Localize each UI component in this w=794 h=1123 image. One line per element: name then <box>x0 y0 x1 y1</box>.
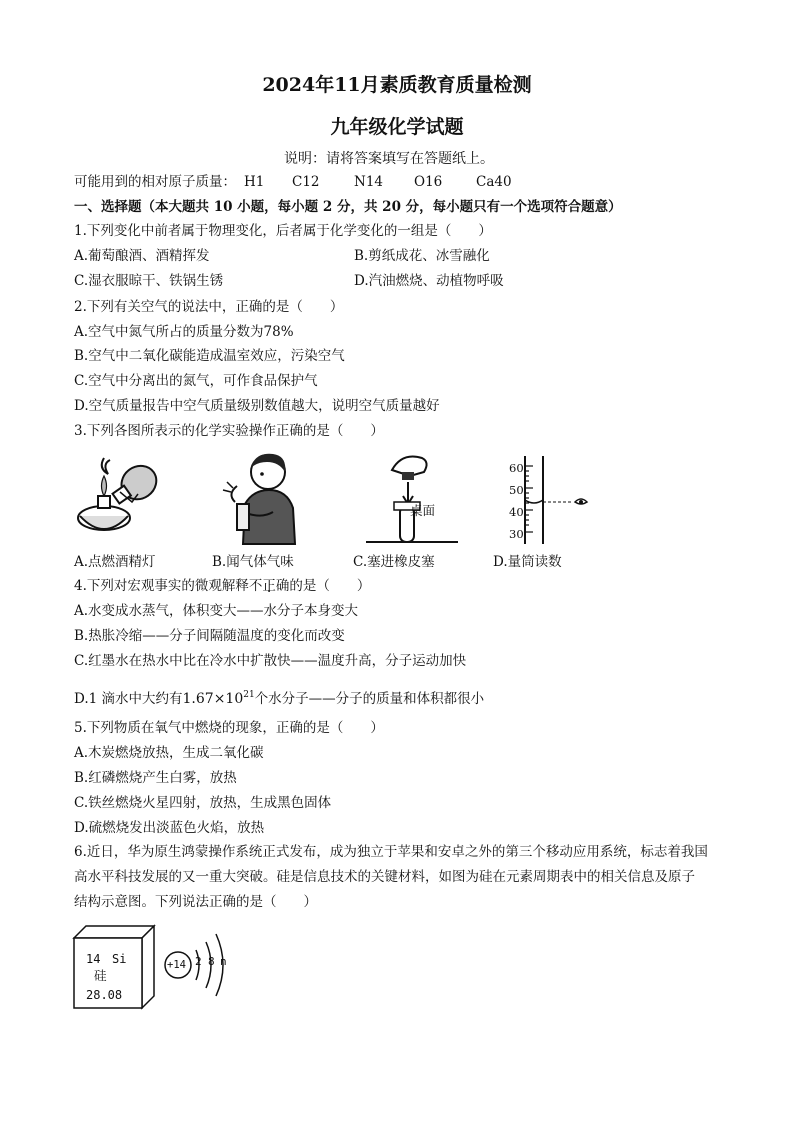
cyl-tick-40: 40 <box>509 505 524 519</box>
q1-option-a: A.葡萄酿酒、酒精挥发 <box>74 248 210 264</box>
mass-h: H1 <box>244 174 265 190</box>
q4-stem-emphasis: 不正确 <box>248 578 290 594</box>
cyl-tick-30: 30 <box>509 527 524 541</box>
instruction-note: 说明：请将答案填写在答题纸上。 <box>284 151 494 167</box>
q4-stem <box>74 577 370 595</box>
q4-option-b: B.热胀冷缩——分子间隔随温度的变化而改变 <box>74 628 345 644</box>
q5-option-c: C.铁丝燃烧火星四射，放热，生成黑色固体 <box>74 795 332 811</box>
mass-ca: Ca40 <box>476 174 512 190</box>
section-heading: 一、选择题（本大题共 10 小题，每小题 2 分，共 20 分，每小题只有一个选项符合题意） <box>74 199 622 215</box>
shell-3-electrons: n <box>220 955 227 968</box>
q4-d-pre: D.1 滴水中大约有 <box>74 691 183 707</box>
q4-option-d <box>74 686 484 708</box>
q5-option-a: A.木炭燃烧放热，生成二氧化碳 <box>74 745 264 761</box>
q6-line-1: 6.近日，华为原生鸿蒙操作系统正式发布，成为独立于苹果和安卓之外的第三个移动应用系统，标志着我国 <box>74 844 708 860</box>
exam-title: 2024年11月素质教育质量检测 <box>262 74 532 96</box>
atomic-mass-line <box>74 173 512 191</box>
q3-option-b: B.闻气体气味 <box>212 554 294 570</box>
smell-gas-figure <box>213 448 303 546</box>
si-atomic-mass: 28.08 <box>86 988 123 1002</box>
desk-label: 桌面 <box>410 503 436 518</box>
nucleus-charge: +14 <box>167 959 186 971</box>
exam-subtitle: 九年级化学试题 <box>330 116 464 138</box>
q5-stem: 5.下列物质在氧气中燃烧的现象，正确的是（ ） <box>74 720 384 736</box>
q6-line-2: 高水平科技发展的又一重大突破。硅是信息技术的关键材料，如图为硅在元素周期表中的相关信息及原子 <box>74 869 695 885</box>
shell-1-electrons: 2 <box>195 955 202 968</box>
q1-option-d: D.汽油燃烧、动植物呼吸 <box>354 273 504 289</box>
q1-stem: 1.下列变化中前者属于物理变化，后者属于化学变化的一组是（ ） <box>74 223 492 239</box>
q4-d-exponent: 21 <box>243 690 255 700</box>
q5-option-b: B.红磷燃烧产生白雾，放热 <box>74 770 237 786</box>
q2-stem: 2.下列有关空气的说法中，正确的是（ ） <box>74 299 344 315</box>
stopper-figure <box>362 450 462 546</box>
cyl-tick-50: 50 <box>509 483 524 497</box>
si-atomic-number: 14 <box>86 952 101 966</box>
q2-option-b: B.空气中二氧化碳能造成温室效应，污染空气 <box>74 348 345 364</box>
q3-option-a: A.点燃酒精灯 <box>74 554 156 570</box>
si-symbol: Si <box>112 952 127 966</box>
q2-option-d: D.空气质量报告中空气质量级别数值越大，说明空气质量越好 <box>74 398 440 414</box>
cyl-tick-60: 60 <box>509 461 524 475</box>
q4-stem-post: 的是（ ） <box>289 578 371 594</box>
q4-option-c: C.红墨水在热水中比在冷水中扩散快——温度升高，分子运动加快 <box>74 653 467 669</box>
atomic-mass-label: 可能用到的相对原子质量： <box>74 174 236 190</box>
mass-o: O16 <box>414 174 443 190</box>
q4-d-number: 1.67×10 <box>182 691 244 707</box>
q3-option-d: D.量筒读数 <box>493 554 562 570</box>
mass-c: C12 <box>292 174 320 190</box>
si-name: 硅 <box>94 968 107 983</box>
q4-option-a: A.水变成水蒸气，体积变大——水分子本身变大 <box>74 603 359 619</box>
q2-option-a: A.空气中氮气所占的质量分数为78% <box>74 324 294 340</box>
q3-option-c: C.塞进橡皮塞 <box>353 554 435 570</box>
q6-line-3: 结构示意图。下列说法正确的是（ ） <box>74 894 317 910</box>
q5-option-d: D.硫燃烧发出淡蓝色火焰，放热 <box>74 820 265 836</box>
shell-2-electrons: 8 <box>208 955 215 968</box>
q3-stem: 3.下列各图所表示的化学实验操作正确的是（ ） <box>74 423 384 439</box>
q4-stem-pre: 4.下列对宏观事实的微观解释 <box>74 578 249 594</box>
mass-n: N14 <box>354 174 383 190</box>
q2-option-c: C.空气中分离出的氮气，可作食品保护气 <box>74 373 318 389</box>
q4-d-post: 个水分子——分子的质量和体积都很小 <box>254 691 485 707</box>
q1-option-b: B.剪纸成花、冰雪融化 <box>354 248 490 264</box>
q1-option-c: C.湿衣服晾干、铁锅生锈 <box>74 273 224 289</box>
alcohol-lamp-figure <box>74 450 164 540</box>
